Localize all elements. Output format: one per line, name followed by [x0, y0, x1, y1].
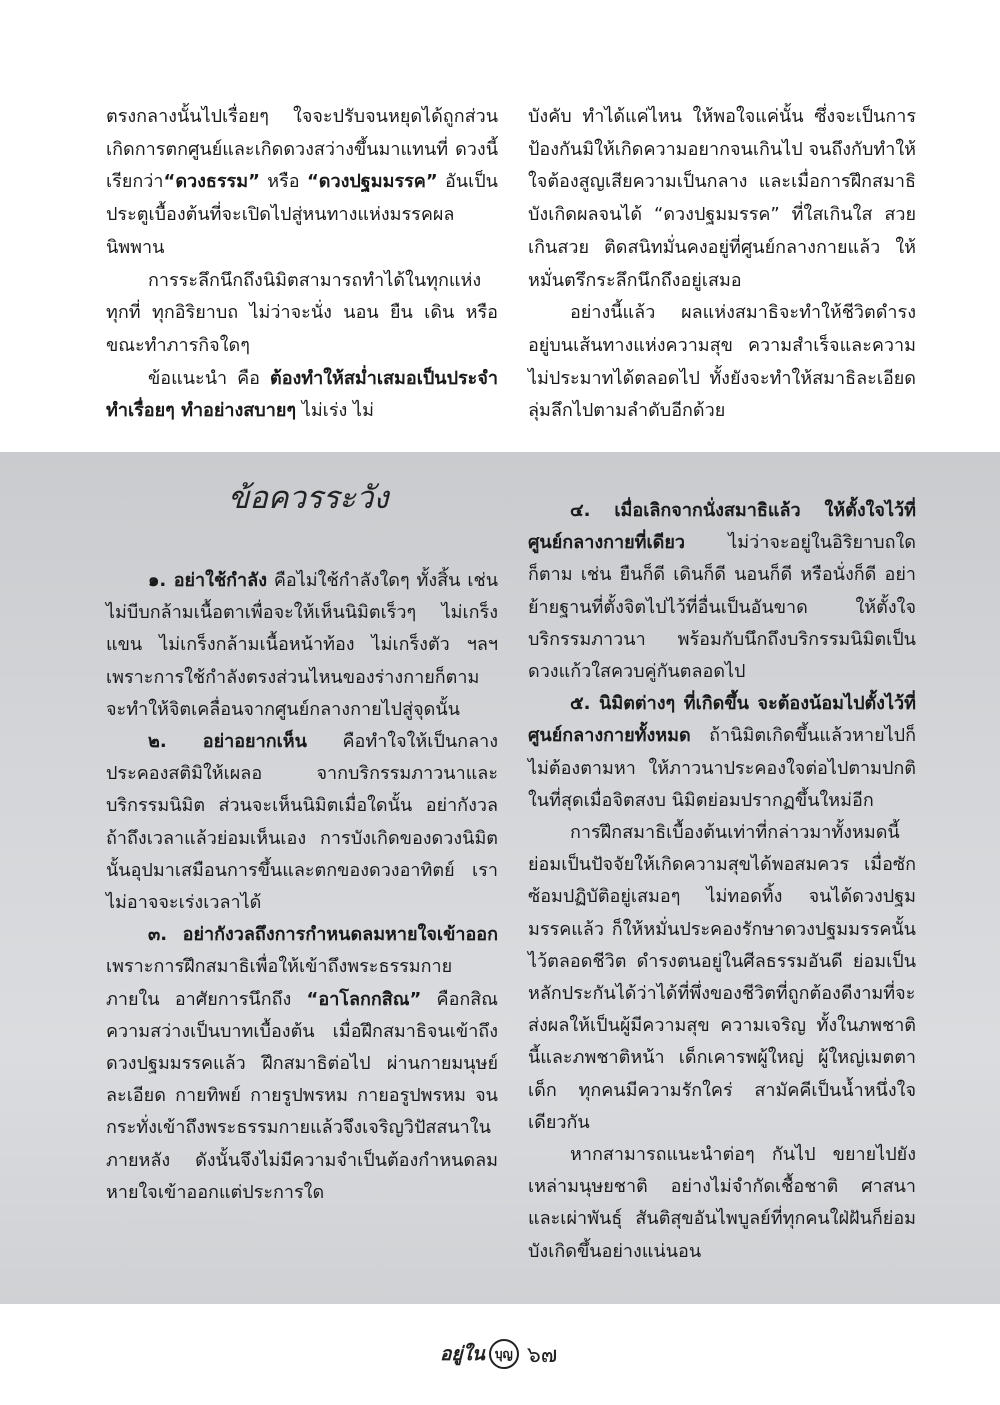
- page-number: ๖๗: [526, 1342, 558, 1368]
- cautions-title: ข้อควรระวัง: [228, 480, 389, 516]
- caution-item-4: ๔. เมื่อเลิกจากนั่งสมาธิแล้ว ให้ตั้งใจไว้ที่ศูนย์กลางกายที่เดียว ไม่ว่าจะอยู่ในอิริยาบถใดก็ตาม เช่น ยืนก็ดี เดินก็ดี นอนก็ดี หรือนั่งก็ดี อย่าย้ายฐานที่ตั้งจิตไปไว้ที่อื่นเป็นอันขาด ให้ตั้งใจบริกรรมภาวนา พร้อมกับนึกถึงบริกรรมนิมิตเป็นดวงแก้วใสควบคู่กันตลอดไป: [528, 500, 916, 683]
- magazine-logo-text: อยู่ใน: [440, 1343, 485, 1365]
- term-light-kasina: “อาโลกกสิณ”: [306, 988, 422, 1010]
- caution-item-5: ๕. นิมิตต่างๆ ที่เกิดขึ้น จะต้องน้อมไปตั้งไว้ที่ศูนย์กลางกายทั้งหมด ถ้านิมิตเกิดขึ้นแล้วหายไปก็ไม่ต้องตามหา ให้ภาวนาประคองใจต่อไปตามปกติในที่สุดเมื่อจิตสงบ นิมิตย่อมปรากฏขึ้นใหม่อีก: [528, 693, 916, 811]
- term-dhamma-sphere: “ดวงธรรม”: [163, 171, 260, 193]
- paragraph: การระลึกนึกถึงนิมิตสามารถทำได้ในทุกแห่ง ทุกที่ ทุกอิริยาบถ ไม่ว่าจะนั่ง นอน ยืน เดิน หรือขณะทำภารกิจใดๆ: [106, 269, 498, 356]
- paragraph: อย่างนี้แล้ว ผลแห่งสมาธิจะทำให้ชีวิตดำรงอยู่บนเส้นทางแห่งความสุข ความสำเร็จและความไม่ประมาทได้ตลอดไป ทั้งยังจะทำให้สมาธิละเอียดลุ่มลึกไปตามลำดับอีกด้วย: [528, 302, 916, 422]
- paragraph: การฝึกสมาธิเบื้องต้นเท่าที่กล่าวมาทั้งหมดนี้ ย่อมเป็นปัจจัยให้เกิดความสุขได้พอสมควร เมื่อซักซ้อมปฏิบัติอยู่เสมอๆ ไม่ทอดทิ้ง จนได้ดวงปฐมมรรคแล้ว ก็ให้หมั่นประคองรักษาดวงปฐมมรรคนั้นไว้ตลอดชีวิต ดำรงตนอยู่ในศีลธรรมอันดี ย่อมเป็นหลักประกันได้ว่าได้ที่พึ่งของชีวิตที่ถูกต้องดีงามที่จะส่งผลให้เป็นผู้มีความสุข ความเจริญ ทั้งในภพชาตินี้และภพชาติหน้า เด็กเคารพผู้ใหญ่ ผู้ใหญ่เมตตาเด็ก ทุกคนมีความรักใคร่ สามัคคีเป็นน้ำหนึ่งใจเดียวกัน: [528, 822, 916, 1133]
- magazine-logo-circle: บุญ: [489, 1339, 519, 1369]
- caution-item-1: ๑. อย่าใช้กำลัง คือไม่ใช้กำลังใดๆ ทั้งสิ้น เช่น ไม่บีบกล้ามเนื้อตาเพื่อจะให้เห็นนิมิตเร็วๆ ไม่เกร็งแขน ไม่เกร็งกล้ามเนื้อหน้าท้อง ไม่เกร็งตัว ฯลฯ เพราะการใช้กำลังตรงส่วนไหนของร่างกายก็ตาม จะทำให้จิตเคลื่อนจากศูนย์กลางกายไปสู่จุดนั้น: [106, 570, 499, 720]
- term-first-path-sphere: “ดวงปฐมมรรค”: [306, 171, 438, 193]
- bottom-left-column: [106, 565, 498, 1209]
- paragraph: บังคับ ทำได้แค่ไหน ให้พอใจแค่นั้น ซึ่งจะเป็นการป้องกันมิให้เกิดความอยากจนเกินไป จนถึงกับทำให้ใจต้องสูญเสียความเป็นกลาง และเมื่อการฝึกสมาธิบังเกิดผลจนได้ “ดวงปฐมมรรค” ที่ใสเกินใส สวยเกินสวย ติดสนิทมั่นคงอยู่ที่ศูนย์กลางกายแล้ว ให้หมั่นตรึกระลึกนึกถึงอยู่เสมอ: [528, 106, 916, 291]
- paragraph: หากสามารถแนะนำต่อๆ กันไป ขยายไปยังเหล่ามนุษยชาติ อย่างไม่จำกัดเชื้อชาติ ศาสนา และเผ่าพันธุ์ สันติสุขอันไพบูลย์ที่ทุกคนใฝ่ฝันก็ย่อมบังเกิดขึ้นอย่างแน่นอน: [528, 1144, 916, 1262]
- caution-item-2: ๒. อย่าอยากเห็น คือทำใจให้เป็นกลาง ประคองสติมิให้เผลอ จากบริกรรมภาวนาและบริกรรมนิมิต ส่วนจะเห็นนิมิตเมื่อใดนั้น อย่ากังวล ถ้าถึงเวลาแล้วย่อมเห็นเอง การบังเกิดของดวงนิมิตนั้นอุปมาเสมือนการขึ้นและตกของดวงอาทิตย์ เราไม่อาจจะเร่งเวลาได้: [106, 731, 498, 914]
- advice-emphasis: ต้องทำให้สม่ำเสมอเป็นประจำ ทำเรื่อยๆ ทำอย่างสบายๆ: [106, 367, 498, 422]
- caution-heading: ๓. อย่ากังวลถึงการกำหนดลมหายใจเข้าออก: [148, 924, 498, 946]
- bottom-right-column: [528, 495, 916, 1268]
- paragraph: ตรงกลางนั้นไปเรื่อยๆ ใจจะปรับจนหยุดได้ถูกส่วน เกิดการตกศูนย์และเกิดดวงสว่างขึ้นมาแทนที่ ดวงนี้เรียกว่า“ดวงธรรม” หรือ “ดวงปฐมมรรค” อันเป็นประตูเบื้องต้นที่จะเปิดไปสู่หนทางแห่งมรรคผลนิพพาน: [106, 106, 498, 258]
- caution-heading: ๕. นิมิตต่างๆ ที่เกิดขึ้น จะต้องน้อมไปตั้งไว้ที่ศูนย์กลางกายทั้งหมด: [528, 693, 916, 747]
- caution-item-3: ๓. อย่ากังวลถึงการกำหนดลมหายใจเข้าออก เพราะการฝึกสมาธิเพื่อให้เข้าถึงพระธรรมกายภายใน อาศัยการนึกถึง “อาโลกกสิณ” คือกสิณความสว่างเป็นบาทเบื้องต้น เมื่อฝึกสมาธิจนเข้าถึงดวงปฐมมรรคแล้ว ฝึกสมาธิต่อไป ผ่านกายมนุษย์ละเอียด กายทิพย์ กายรูปพรหม กายอรูปพรหม จนกระทั่งเข้าถึงพระธรรมกายแล้วจึงเจริญวิปัสสนาในภายหลัง ดังนั้นจึงไม่มีความจำเป็นต้องกำหนดลมหายใจเข้าออกแต่ประการใด: [106, 924, 498, 1203]
- caution-heading: ๒. อย่าอยากเห็น: [148, 731, 307, 753]
- top-right-column: [528, 101, 916, 428]
- page-footer: [440, 1336, 557, 1372]
- paragraph: ข้อแนะนำ คือ ต้องทำให้สม่ำเสมอเป็นประจำ ทำเรื่อยๆ ทำอย่างสบายๆ ไม่เร่ง ไม่: [106, 367, 498, 422]
- top-left-column: [106, 101, 498, 428]
- caution-heading: ๔. เมื่อเลิกจากนั่งสมาธิแล้ว ให้ตั้งใจไว้ที่ศูนย์กลางกายที่เดียว: [528, 500, 916, 554]
- caution-heading: ๑. อย่าใช้กำลัง: [148, 570, 267, 591]
